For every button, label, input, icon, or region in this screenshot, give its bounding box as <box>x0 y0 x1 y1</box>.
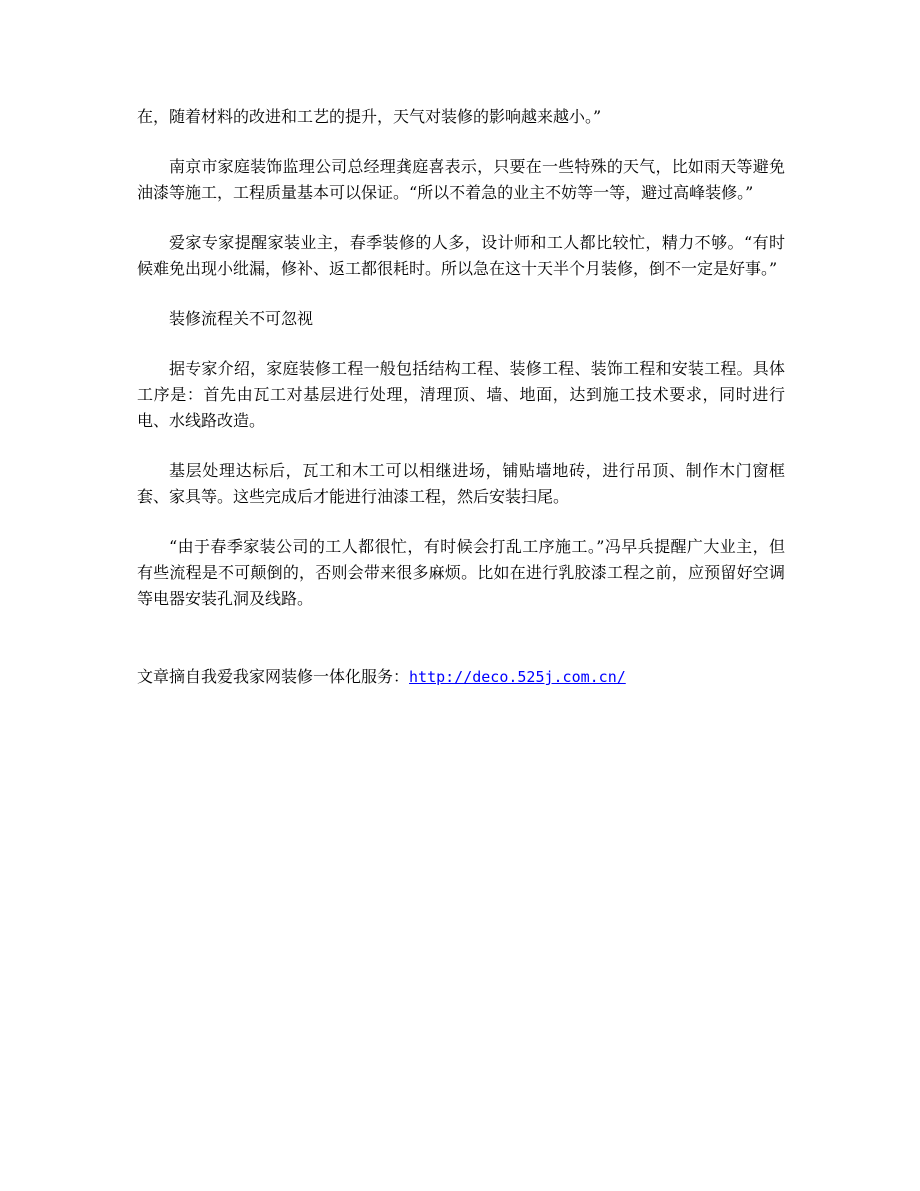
article-paragraph: 据专家介绍，家庭装修工程一般包括结构工程、装修工程、装饰工程和安装工程。具体工序是：首先由瓦工对基层进行处理，清理顶、墙、地面，达到施工技术要求，同时进行电、水线路改造。 <box>137 359 785 430</box>
article-paragraph: 南京市家庭装饰监理公司总经理龚庭喜表示，只要在一些特殊的天气，比如雨天等避免油漆等施工，工程质量基本可以保证。“所以不着急的业主不妨等一等，避过高峰装修。” <box>137 157 785 202</box>
article-paragraph: 在，随着材料的改进和工艺的提升，天气对装修的影响越来越小。” <box>137 107 602 126</box>
source-footer <box>137 664 837 690</box>
source-prefix: 文章摘自我爱我家网装修一体化服务： <box>137 667 410 686</box>
source-link[interactable]: http://deco.525j.com.cn/ <box>409 668 626 686</box>
section-heading: 装修流程关不可忽视 <box>169 309 314 328</box>
article-paragraph: “由于春季家装公司的工人都很忙，有时候会打乱工序施工。”冯早兵提醒广大业主，但有些流程是不可颠倒的，否则会带来很多麻烦。比如在进行乳胶漆工程之前，应预留好空调等电器安装孔洞及线路。 <box>137 537 785 608</box>
article-paragraph: 基层处理达标后，瓦工和木工可以相继进场，铺贴墙地砖，进行吊顶、制作木门窗框套、家具等。这些完成后才能进行油漆工程，然后安装扫尾。 <box>137 461 785 506</box>
article-paragraph: 爱家专家提醒家装业主，春季装修的人多，设计师和工人都比较忙，精力不够。“有时候难免出现小纰漏，修补、返工都很耗时。所以急在这十天半个月装修，倒不一定是好事。” <box>137 233 785 278</box>
article-body <box>137 104 785 636</box>
